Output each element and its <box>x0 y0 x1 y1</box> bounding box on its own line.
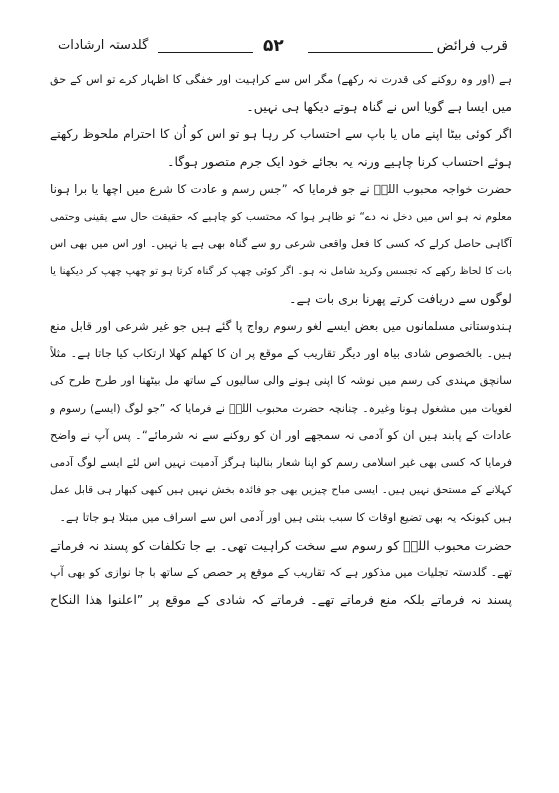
text-line: عادات کے پابند ہیں ان کو آدمی نہ سمجھے اور ان کو روکنے سے نہ شرمائے“۔ پس آپ نے واضح <box>50 428 512 443</box>
text-line: حضرت محبوب اللہؒ کو رسوم سے سخت کراہیت تھی۔ بے جا تکلفات کو پسند نہ فرماتے <box>50 537 512 553</box>
text-line: لوگوں سے دریافت کرتے پھرنا بری بات ہے۔ <box>289 291 512 307</box>
text-line: کہلانے کے مستحق نہیں ہیں۔ ایسی مباح چیزیں بھی جو فائدہ بخش نہیں ہیں کبھی کبھار ہی قابل عمل <box>50 483 512 496</box>
text-line: فرمایا کہ کسی بھی غیر اسلامی رسم کو اپنا شعار بنالینا ہرگز آدمیت نہیں اس لئے ایسے لوگ آدمی <box>50 456 512 470</box>
page-number: ۵۲ <box>263 36 284 56</box>
text-line: آگاہی حاصل کرلے کہ کسی کا فعل واقعی شرعی رو سے گناہ بھی ہے یا نہیں۔ اور اس میں بھی اس <box>50 237 512 251</box>
page-header <box>58 36 508 62</box>
text-line: میں ایسا ہے گویا اس نے گناہ ہوتے دیکھا ہی نہیں۔ <box>246 99 512 115</box>
text-line: بات کا لحاظ رکھے کہ تجسس وکرید شامل نہ ہو۔ اگر کوئی چھپ کر گناہ کرتا ہو تو چھپ چھپ کر دیکھنا یا <box>50 265 512 277</box>
text-line: لغویات میں مشغول ہونا وغیرہ۔ چنانچہ حضرت محبوب اللہؒ نے فرمایا کہ ”جو لوگ (ایسے) رسوم و <box>50 401 512 415</box>
text-line: معلوم نہ ہو اس میں دخل نہ دے“ تو ظاہر ہوا کہ محتسب کو چاہیے کہ حقیقت حال سے یقینی وحتمی <box>50 209 512 223</box>
text-line: تھے۔ گلدستہ تجلیات میں مذکور ہے کہ تقاریب کے موقع پر حصص کے ساتھ با جا نوازی کو بھی آپ <box>50 566 512 580</box>
body-text <box>50 66 512 614</box>
book-title: گلدستہ ارشادات <box>58 38 149 53</box>
text-line: اگر کوئی بیٹا اپنے ماں یا باپ سے احتساب کر رہا ہو تو اس کو اُن کا احترام ملحوظ رکھتے <box>50 126 512 141</box>
text-line: سانچق مہندی کی رسم میں نوشہ کا اپنی ہونے والی سالیوں کے ساتھ مل بیٹھنا اور طرح طرح کی <box>50 374 512 388</box>
chapter-title: قرب فرائض <box>436 38 508 54</box>
text-line: ہندوستانی مسلمانوں میں بعض ایسے لغو رسوم رواج پا گئے ہیں جو غیر شرعی اور قابل منع <box>50 318 512 333</box>
header-rule-right <box>308 52 433 53</box>
header-rule-left <box>158 52 253 53</box>
text-line: ہے (اور وہ روکنے کی قدرت نہ رکھے) مگر اس سے کراہیت اور خفگی کا اظہار کرے تو اس کے حق <box>50 73 512 86</box>
text-line: حضرت خواجہ محبوب اللہؒ نے جو فرمایا کہ ”جس رسم و عادت کا شرع میں اچھا یا برا ہونا <box>50 181 512 196</box>
text-line: ہیں کیونکہ یہ بھی تضیع اوقات کا سبب بنتی ہیں اور آدمی اس سے اسراف میں مبتلا ہو جاتا ہے۔ <box>59 511 512 525</box>
text-line: ہیں۔ بالخصوص شادی بیاہ اور دیگر تقاریب کے موقع پر ان کا کھلم کھلا ارتکاب کیا جاتا ہے۔ مثلاً <box>50 345 512 360</box>
text-line: ہوئے احتساب کرنا چاہیے ورنہ یہ بجائے خود ایک جرم متصور ہوگا۔ <box>167 154 512 170</box>
text-line: پسند نہ فرماتے بلکہ منع فرماتے تھے۔ فرماتے کہ شادی کے موقع پر ”اعلنوا ھذا النکاح <box>50 592 512 608</box>
